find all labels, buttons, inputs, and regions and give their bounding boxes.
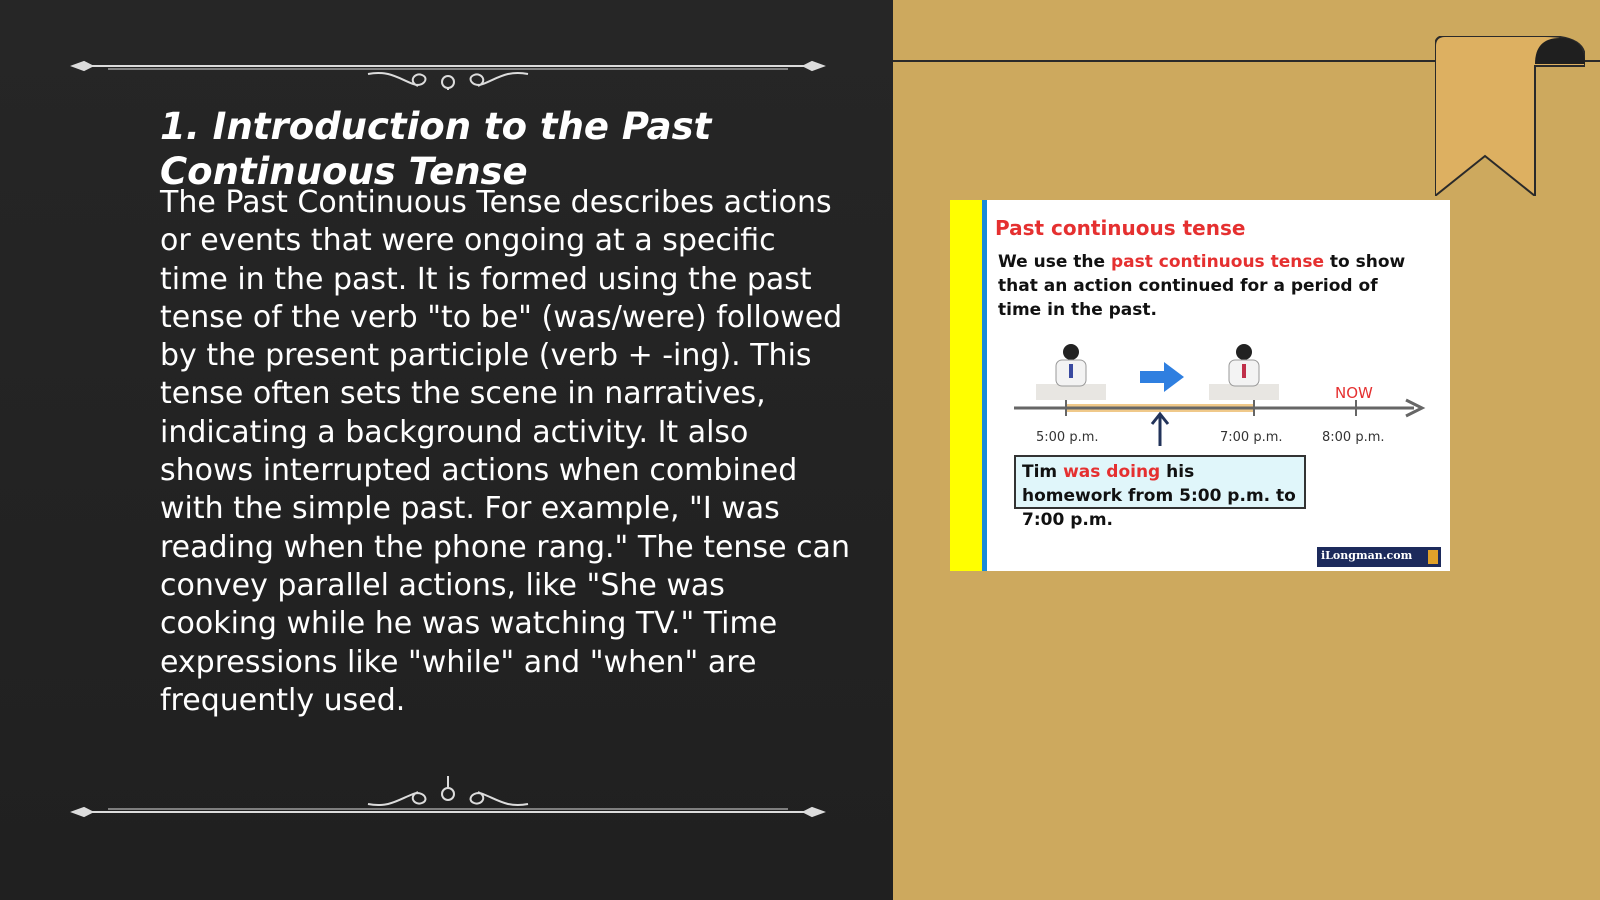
card-description-highlight: past continuous tense [1110,252,1325,272]
card-description-text: We use the [998,252,1111,272]
time-label: 8:00 p.m. [1322,430,1385,445]
card-yellow-stripe [950,200,982,571]
time-label: 5:00 p.m. [1036,430,1099,445]
example-text: Tim [1022,462,1064,482]
time-label: 7:00 p.m. [1220,430,1283,445]
ornamental-divider-top-icon [68,40,828,90]
bookmark-icon [1435,36,1585,196]
credit-logo-icon [1428,550,1438,564]
card-blue-stripe [982,200,987,571]
ornamental-divider-bottom-icon [68,770,828,820]
card-title: Past continuous tense [995,216,1246,240]
now-label: NOW [1335,384,1373,402]
past-continuous-image [950,200,1450,571]
credit-text: iLongman.com [1321,549,1413,562]
card-description [998,250,1418,322]
slide-body-text: The Past Continuous Tense describes actions or events that were ongoing at a specific time in the past. It is formed using the past tense of the verb "to be" (was/were) followed by the present participle (verb + -ing). This tense often sets the scene in narratives, indicating a background activity. It also shows interrupted actions when combined with the simple past. For example, "I was reading when the phone rang." The tense can convey parallel actions, like "She was cooking while he was watching TV." Time expressions like "while" and "when" are frequently used. [160,185,850,718]
arrow-right-icon [1140,362,1184,392]
example-text-end: his homework from 5:00 p.m. to 7:00 p.m. [1022,462,1296,530]
slide-title: 1. Introduction to the Past Continuous Tense [160,105,712,193]
example-sentence-box [1014,455,1306,530]
card-description-text-end: to show that an action continued for a period of time in the past. [998,252,1406,320]
example-highlight: was doing [1063,462,1161,482]
credit-badge [1317,547,1441,567]
